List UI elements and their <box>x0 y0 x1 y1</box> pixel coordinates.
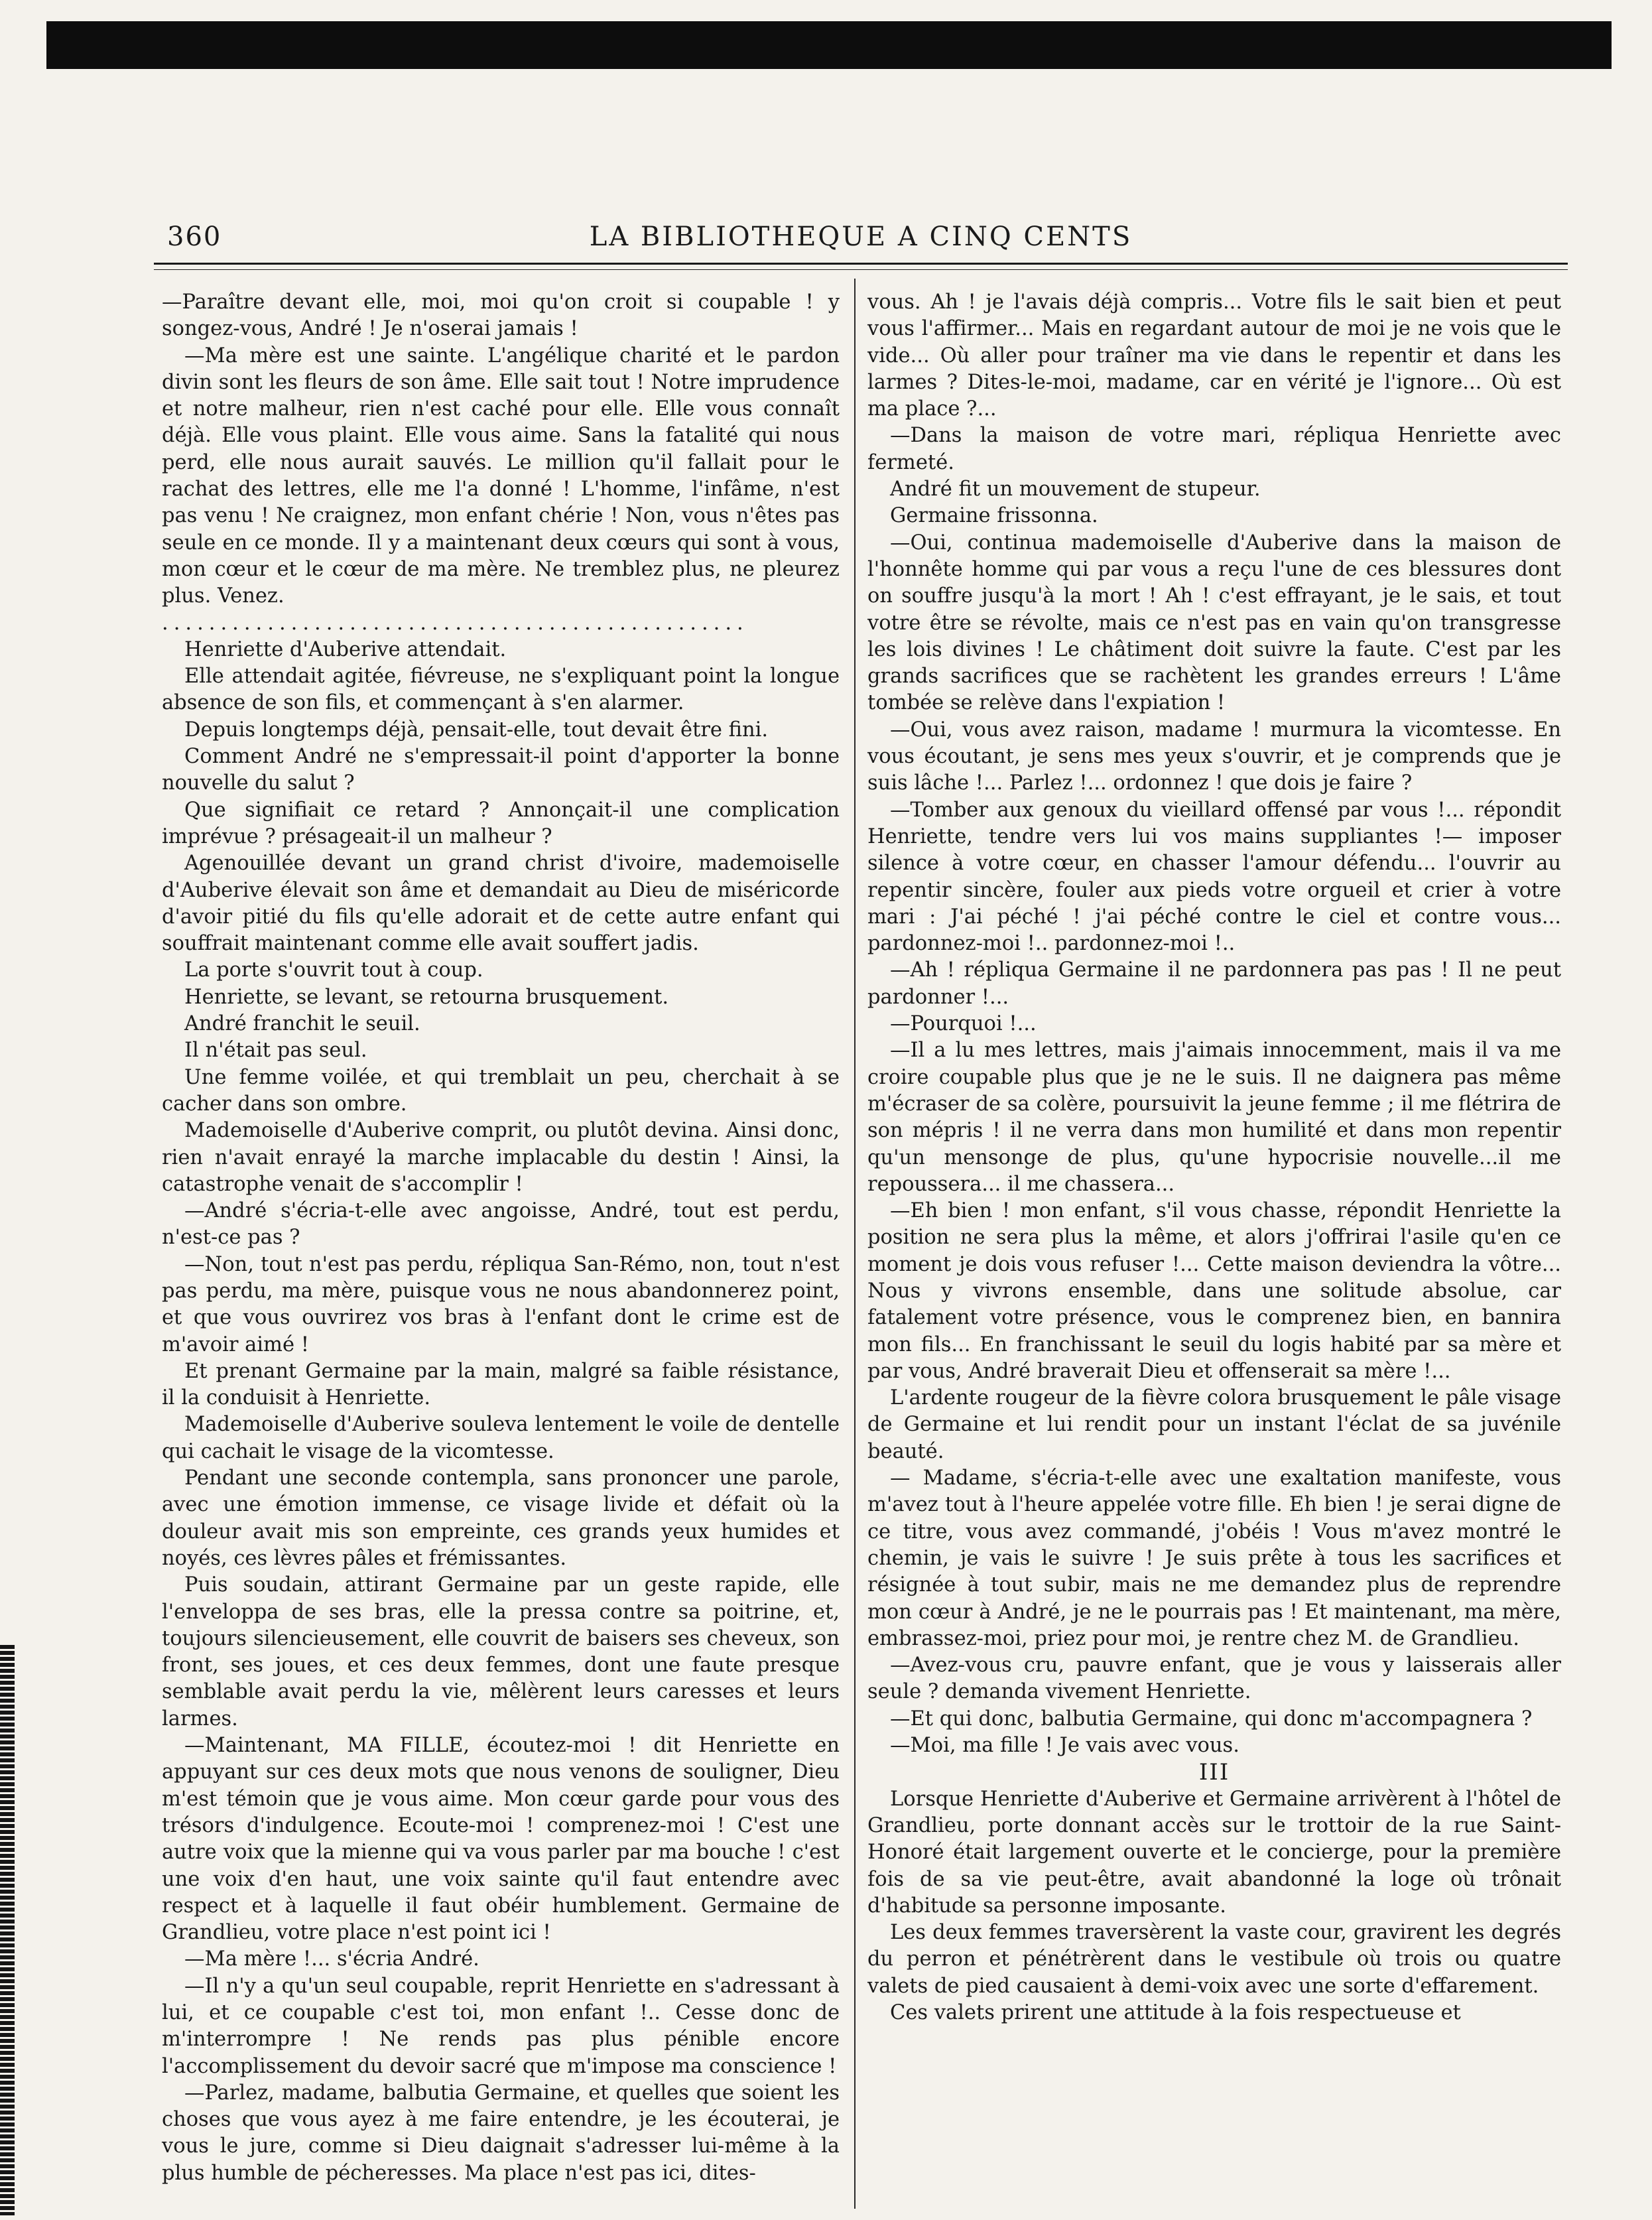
paragraph: — Madame, s'écria-t-elle avec une exaltation manifeste, vous m'avez tout à l'heure appelée votre fille. Eh bien ! je serai digne de ce titre, vous avez commandé, j'obéis ! Vous m'avez montré le chemin, je vais le suivre ! Je suis prête à tous les sacrifices et résignée à tout subir, mais ne me demandez plus de reprendre mon cœur à André, je ne le pourrais pas ! Et maintenant, ma mère, embrassez-moi, priez pour moi, je rentre chez M. de Grandlieu. <box>867 1467 1561 1650</box>
section-break-dots: .................................................. <box>162 611 749 635</box>
paragraph: Henriette, se levant, se retourna brusquement. <box>184 985 669 1009</box>
paragraph: Germaine frissonna. <box>890 504 1098 528</box>
paragraph: —Moi, ma fille ! Je vais avec vous. <box>890 1734 1239 1758</box>
paragraph: Une femme voilée, et qui tremblait un peu, cherchait à se cacher dans son ombre. <box>162 1065 840 1116</box>
paragraph: —Et qui donc, balbutia Germaine, qui donc m'accompagnera ? <box>890 1707 1533 1730</box>
page-header <box>154 216 1568 263</box>
paragraph: —Non, tout n'est pas perdu, répliqua San-Rémo, non, tout n'est pas perdu, ma mère, puisque vous ne nous abandonnerez point, et que vous ouvrirez vos bras à l'enfant dont le crime est de m'avoir aimé ! <box>162 1252 840 1356</box>
paragraph: —Tomber aux genoux du vieillard offensé par vous !... répondit Henriette, tendre vers lui vos mains suppliantes !— imposer silence à votre cœur, en chasser l'amour défendu... l'ouvrir au repentir sincère, fouler aux pieds votre orgueil et crier à votre mari : J'ai péché ! j'ai péché contre le ciel et contre vous... pardonnez-moi !.. pardonnez-moi !.. <box>867 798 1561 956</box>
column-divider <box>854 279 856 2209</box>
paragraph: L'ardente rougeur de la fièvre colora brusquement le pâle visage de Germaine et lui rendit pour un instant l'éclat de sa juvénile beauté. <box>867 1386 1561 1463</box>
paragraph: —Ah ! répliqua Germaine il ne pardonnera pas pas ! Il ne peut pardonner !... <box>867 958 1561 1009</box>
paragraph: Mademoiselle d'Auberive comprit, ou plutôt devina. Ainsi donc, rien n'avait enrayé la marche implacable du destin ! Ainsi, la catastrophe venait de s'accomplir ! <box>162 1119 840 1196</box>
left-column <box>162 289 840 2187</box>
paragraph: Lorsque Henriette d'Auberive et Germaine arrivèrent à l'hôtel de Grandlieu, porte donnant accès sur le trottoir de la rue Saint-Honoré était largement ouverte et le concierge, pour la première fois de sa vie peut-être, avait abandonné la loge où trônait d'habitude sa personne imposante. <box>867 1787 1561 1918</box>
paragraph: Ces valets prirent une attitude à la fois respectueuse et <box>890 2001 1461 2024</box>
paragraph: Puis soudain, attirant Germaine par un geste rapide, elle l'enveloppa de ses bras, elle la pressa contre sa poitrine, et, toujours silencieusement, elle couvrit de baisers ses cheveux, son front, ses joues, et ces deux femmes, dont une faute presque semblable avait perdu la vie, mêlèrent leurs caresses et leurs larmes. <box>162 1573 840 1730</box>
paragraph: —Ma mère est une sainte. L'angélique charité et le pardon divin sont les fleurs de son âme. Elle sait tout ! Notre imprudence et notre malheur, rien n'est caché pour elle. Elle vous connaît déjà. Elle vous plaint. Elle vous aime. Sans la fatalité qui nous perd, elle nous aurait sauvés. Le million qu'il fallait pour le rachat des lettres, elle me l'a donné ! L'homme, l'infâme, n'est pas venu ! Ne craignez, mon enfant chérie ! Non, vous n'êtes pas seule en ce monde. Il y a maintenant deux cœurs qui sont à vous, mon cœur et le cœur de ma mère. Ne tremblez plus, ne pleurez plus. Venez. <box>162 344 840 608</box>
paragraph: vous. Ah ! je l'avais déjà compris... Votre fils le sait bien et peut vous l'affirmer... Mais en regardant autour de moi je ne vois que le vide... Où aller pour traîner ma vie dans le repentir et dans les larmes ? Dites-le-moi, madame, car en vérité je l'ignore... Où est ma place ?... <box>867 291 1561 421</box>
paragraph: André franchit le seuil. <box>184 1012 420 1036</box>
page-number: 360 <box>167 222 222 252</box>
paragraph: —Avez-vous cru, pauvre enfant, que je vous y laisserais aller seule ? demanda vivement Henriette. <box>867 1654 1561 1704</box>
paragraph: —Maintenant, MA FILLE, écoutez-moi ! dit Henriette en appuyant sur ces deux mots que nous venons de souligner, Dieu m'est témoin que je vous aime. Mon cœur garde pour vous des trésors d'indulgence. Ecoute-moi ! comprenez-moi ! C'est une autre voix que la mienne qui va vous parler par ma bouche ! c'est une voix d'en haut, une voix sainte qu'il faut entendre avec respect et à laquelle il faut obéir humblement. Germaine de Grandlieu, votre place n'est point ici ! <box>162 1734 840 1945</box>
running-title: LA BIBLIOTHEQUE A CINQ CENTS <box>589 222 1133 252</box>
paragraph: Les deux femmes traversèrent la vaste cour, gravirent les degrés du perron et pénétrèrent dans le vestibule où trois ou quatre valets de pied causaient à demi-voix avec une sorte d'effarement. <box>867 1921 1561 1998</box>
paragraph: Il n'était pas seul. <box>184 1039 367 1063</box>
paragraph: —Oui, vous avez raison, madame ! murmura la vicomtesse. En vous écoutant, je sens mes yeux s'ouvrir, et je comprends que je suis lâche !... Parlez !... ordonnez ! que dois je faire ? <box>867 718 1561 795</box>
paragraph: Henriette d'Auberive attendait. <box>184 637 507 661</box>
scan-left-edge-mark <box>0 1645 15 2215</box>
paragraph: —Eh bien ! mon enfant, s'il vous chasse, répondit Henriette la position ne sera plus la même, et alors j'offrirai l'asile qu'en ce moment je dois vous refuser !... Cette maison deviendra la vôtre... Nous y vivrons ensemble, dans une solitude absolue, car fatalement votre présence, vous le comprenez bien, en bannira mon fils... En franchissant le seuil du logis habité par sa mère et par vous, André braverait Dieu et offenserait sa mère !... <box>867 1199 1561 1383</box>
paragraph: —Il a lu mes lettres, mais j'aimais innocemment, mais il va me croire coupable plus que je ne le suis. Il ne daignera pas même m'écraser de sa colère, poursuivit la jeune femme ; il me flétrira de son mépris ! il ne verra dans mon humilité et dans mon repentir qu'un mensonge de plus, qu'une hypocrisie nouvelle...il me repoussera... il me chassera... <box>867 1039 1561 1196</box>
paragraph: Agenouillée devant un grand christ d'ivoire, mademoiselle d'Auberive élevait son âme et demandait au Dieu de miséricorde d'avoir pitié du fils qu'elle adorait et de cette autre enfant qui souffrait maintenant comme elle avait souffert jadis. <box>162 852 840 956</box>
paragraph: Elle attendait agitée, fiévreuse, ne s'expliquant point la longue absence de son fils, et commençant à s'en alarmer. <box>162 665 840 715</box>
paragraph: Que signifiait ce retard ? Annonçait-il une complication imprévue ? présageait-il un malheur ? <box>162 798 840 848</box>
header-rule <box>154 263 1568 270</box>
paragraph: —Pourquoi !... <box>890 1012 1037 1036</box>
paragraph: —Il n'y a qu'un seul coupable, reprit Henriette en s'adressant à lui, et ce coupable c'est toi, mon enfant !.. Cesse donc de m'interrompre ! Ne rends pas plus pénible encore l'accomplissement du devoir sacré que m'impose ma conscience ! <box>162 1974 840 2078</box>
paragraph: —Parlez, madame, balbutia Germaine, et quelles que soient les choses que vous ayez à me faire entendre, je les écouterai, je vous le jure, comme si Dieu daignait s'adresser lui-même à la plus humble de pécheresses. Ma place n'est pas ici, dites- <box>162 2081 840 2185</box>
paragraph: —André s'écria-t-elle avec angoisse, André, tout est perdu, n'est-ce pas ? <box>162 1199 840 1250</box>
right-column <box>867 289 1561 2026</box>
paragraph: André fit un mouvement de stupeur. <box>890 478 1261 501</box>
paragraph: La porte s'ouvrit tout à coup. <box>184 958 483 982</box>
paragraph: Depuis longtemps déjà, pensait-elle, tout devait être fini. <box>184 718 769 742</box>
paragraph: —Dans la maison de votre mari, répliqua Henriette avec fermeté. <box>867 424 1561 474</box>
paragraph: Et prenant Germaine par la main, malgré sa faible résistance, il la conduisit à Henriette. <box>162 1359 840 1410</box>
paragraph: Comment André ne s'empressait-il point d'apporter la bonne nouvelle du salut ? <box>162 745 840 795</box>
paragraph: —Oui, continua mademoiselle d'Auberive dans la maison de l'honnête homme qui par vous a reçu l'une de ces blessures dont on souffre jusqu'à la mort ! Ah ! c'est effrayant, je le sais, et tout votre être se révolte, mais ce n'est pas en vain qu'on transgresse les lois divines ! Le châtiment doit suivre la faute. C'est par les grands sacrifices que se rachètent les grandes erreurs ! L'âme tombée se relève dans l'expiation ! <box>867 531 1561 715</box>
chapter-heading: III <box>1198 1759 1230 1786</box>
paragraph: —Paraître devant elle, moi, moi qu'on croit si coupable ! y songez-vous, André ! Je n'oserai jamais ! <box>162 291 840 341</box>
paragraph: Mademoiselle d'Auberive souleva lentement le voile de dentelle qui cachait le visage de la vicomtesse. <box>162 1413 840 1463</box>
paragraph: Pendant une seconde contempla, sans prononcer une parole, avec une émotion immense, ce visage livide et défait où la douleur avait mis son empreinte, ces grands yeux humides et noyés, ces lèvres pâles et frémissantes. <box>162 1467 840 1570</box>
scan-top-border <box>46 21 1612 69</box>
paragraph: —Ma mère !... s'écria André. <box>184 1947 479 1971</box>
